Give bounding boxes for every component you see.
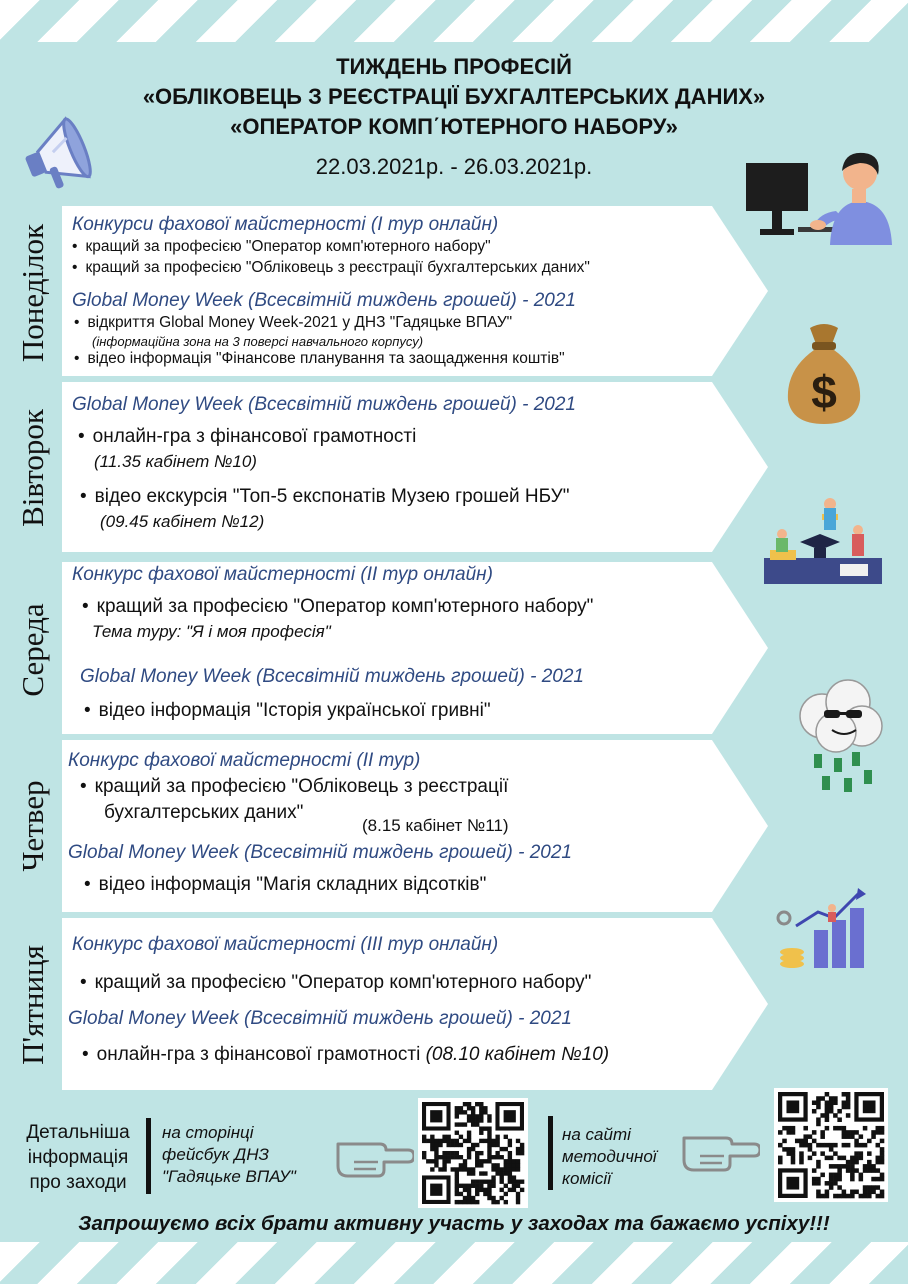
- top-stripes: [0, 0, 908, 42]
- monday-item-4: • відео інформація "Фінансове планування та заощадження коштів": [74, 350, 565, 368]
- day-panel-thursday: [62, 740, 768, 912]
- monday-heading-gmw: Global Money Week (Всесвітній тиждень грошей) - 2021: [72, 290, 577, 311]
- money-bag-icon: [782, 318, 866, 428]
- day-label-thursday: Четвер: [15, 780, 50, 872]
- thursday-item-2: • відео інформація "Магія складних відсотків": [84, 874, 486, 896]
- day-panel-monday: [62, 206, 768, 376]
- growth-chart-illustration: [770, 884, 886, 970]
- wednesday-heading-gmw: Global Money Week (Всесвітній тиждень грошей) - 2021: [80, 666, 585, 687]
- day-panel-wednesday: [62, 562, 768, 734]
- tuesday-heading-gmw: Global Money Week (Всесвітній тиждень грошей) - 2021: [72, 394, 577, 415]
- bottom-stripes: [0, 1242, 908, 1284]
- thursday-item-1-cont: бухгалтерських даних": [104, 802, 304, 823]
- friday-heading-contest: Конкурс фахової майстерності (ІІІ тур онлайн): [72, 934, 499, 955]
- friday-heading-gmw: Global Money Week (Всесвітній тиждень грошей) - 2021: [68, 1008, 573, 1029]
- megaphone-icon: [18, 108, 100, 200]
- svg-text:$: $: [811, 366, 837, 418]
- closing-message: Запрошуємо всіх брати активну участь у заходах та бажаємо успіху!!!: [78, 1212, 830, 1235]
- title-line-3: «ОПЕРАТОР КОМП΄ЮТЕРНОГО НАБОРУ»: [230, 114, 678, 139]
- friday-item-2: • онлайн-гра з фінансової грамотності (08.10 кабінет №10): [82, 1044, 609, 1066]
- event-dates: 22.03.2021р. - 26.03.2021р.: [315, 154, 593, 179]
- qr-code-facebook[interactable]: [418, 1098, 528, 1208]
- tuesday-item-1: • онлайн-гра з фінансової грамотності: [78, 426, 416, 448]
- thursday-heading-contest: Конкурс фахової майстерності (ІІ тур): [68, 750, 421, 771]
- footer-divider-2: [548, 1116, 553, 1190]
- footer-facebook-text: на сторінці фейсбук ДНЗ "Гадяцьке ВПАУ": [162, 1123, 296, 1186]
- wednesday-item-1: • кращий за професією "Оператор комп'ютерного набору": [82, 596, 593, 618]
- monday-note-3: (інформаційна зона на 3 поверсі навчального корпусу): [92, 334, 424, 349]
- thursday-item-1: • кращий за професією "Обліковець з реєстрації: [80, 776, 508, 798]
- money-cloud-icon: [792, 676, 888, 796]
- monday-item-1: • кращий за професією "Оператор комп'ютерного набору": [72, 238, 491, 256]
- day-label-friday: П'ятниця: [15, 945, 50, 1065]
- title-line-1: ТИЖДЕНЬ ПРОФЕСІЙ: [336, 54, 572, 79]
- tuesday-note-2: (09.45 кабінет №12): [100, 512, 265, 531]
- day-label-wednesday: Середа: [15, 603, 50, 697]
- monday-item-2: • кращий за професією "Обліковець з реєстрації бухгалтерських даних": [72, 259, 590, 277]
- day-label-monday: Понеділок: [15, 223, 50, 363]
- tuesday-item-2: • відео екскурсія "Топ-5 експонатів Музею грошей НБУ": [80, 486, 569, 508]
- thursday-note-1: (8.15 кабінет №11): [362, 816, 509, 835]
- tuesday-note-1: (11.35 кабінет №10): [94, 452, 257, 471]
- wednesday-item-2: • відео інформація "Історія української гривні": [84, 700, 491, 722]
- study-people-illustration: [760, 494, 886, 590]
- pointing-hand-icon: [680, 1118, 760, 1178]
- footer-site-text: на сайті методичної комісії: [562, 1125, 657, 1188]
- qr-code-site[interactable]: [774, 1088, 888, 1202]
- wednesday-heading-contest: Конкурс фахової майстерності (ІІ тур онлайн): [72, 564, 493, 585]
- day-panel-friday: [62, 918, 768, 1090]
- friday-item-1: • кращий за професією "Оператор комп'ютерного набору": [80, 972, 591, 994]
- day-panel-tuesday: [62, 382, 768, 552]
- monday-item-3: • відкриття Global Money Week-2021 у ДНЗ "Гадяцьке ВПАУ": [74, 314, 512, 332]
- friday-note-2: (08.10 кабінет №10): [425, 1044, 610, 1065]
- title-line-2: «ОБЛІКОВЕЦЬ З РЕЄСТРАЦІЇ БУХГАЛТЕРСЬКИХ ДАНИХ»: [142, 84, 766, 109]
- monday-heading-contests: Конкурси фахової майстерності (І тур онлайн): [72, 214, 499, 235]
- footer-info: Детальніша інформація про заходи: [26, 1122, 130, 1193]
- wednesday-note-1: Тема туру: "Я і моя професія": [92, 622, 331, 641]
- day-label-tuesday: Вівторок: [15, 409, 50, 527]
- footer-divider-1: [146, 1118, 151, 1194]
- pointing-hand-icon: [334, 1124, 414, 1184]
- thursday-heading-gmw: Global Money Week (Всесвітній тиждень грошей) - 2021: [68, 842, 573, 863]
